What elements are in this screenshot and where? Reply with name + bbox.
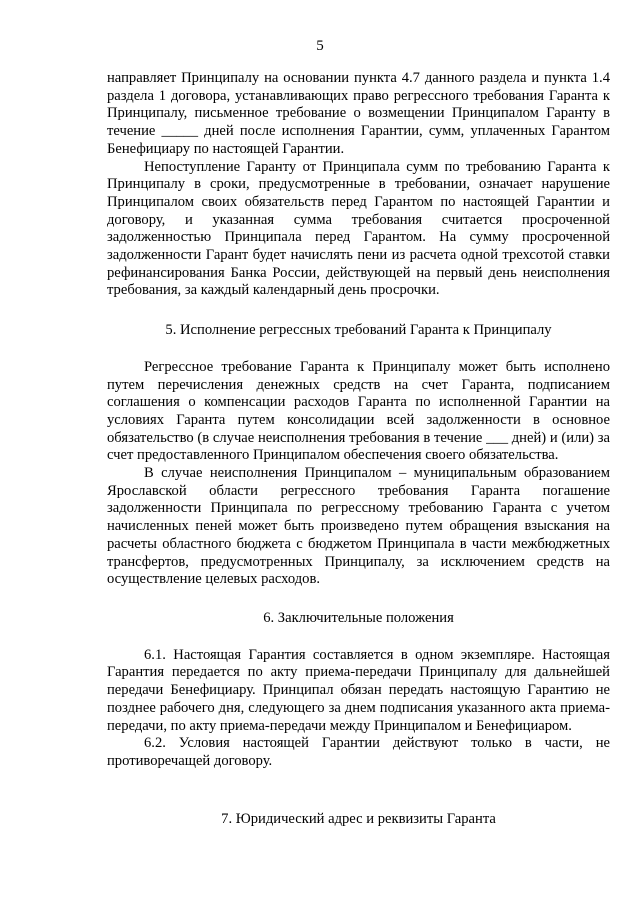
section-6-paragraph: 6.2. Условия настоящей Гарантии действуют только в части, не противоречащей договору. [107, 735, 610, 769]
section-5-heading: 5. Исполнение регрессных требований Гаранта к Принципалу [165, 322, 552, 339]
section-5-paragraph: Регрессное требование Гаранта к Принципалу может быть исполнено путем перечисления денежных средств на счет Гаранта, подписанием соглашения о компенсации расходов Гаранта по исполненной Гарантии на условиях Гаранта путем консолидации всей задолженности в основное обязательство (в случае неисполнения требования в течение ___ дней) и (или) за счет предоставленного Принципалом обеспечения своего обязательства. [107, 358, 610, 464]
paragraph-continuation: направляет Принципалу на основании пункта 4.7 данного раздела и пункта 1.4 раздела 1 договора, устанавливающих право регрессного требования Гаранта к Принципалу, письменное требование о возмещении Принципалом Гаранту в течение _____ дней после исполнения Гарантии, сумм, уплаченных Гарантом Бенефициару по настоящей Гарантии. [107, 70, 610, 157]
document-body [107, 70, 610, 828]
section-6-heading: 6. Заключительные положения [263, 609, 454, 626]
section-5-paragraph: В случае неисполнения Принципалом – муниципальным образованием Ярославской области регрессного требования Гаранта погашение задолженности Принципала по регрессному требованию Гаранта с учетом начисленных пеней может быть произведено путем обращения взыскания на расчеты областного бюджета с бюджетом Принципала в части межбюджетных трансфертов, предусмотренных Принципалу, за исключением средств на осуществление целевых расходов. [107, 465, 610, 588]
paragraph-nonpayment: Непоступление Гаранту от Принципала сумм по требованию Гаранта к Принципалу в сроки, предусмотренные в требовании, означает нарушение Принципалом своих обязательств перед Гарантом по настоящей Гарантии и договору, и указанная сумма требования считается просроченной задолженностью Принципала перед Гарантом. На сумму просроченной задолженности Гарант будет начислять пени из расчета одной трехсотой ставки рефинансирования Банка России, действующей на первый день неисполнения требования, за каждый календарный день просрочки. [107, 158, 610, 299]
section-7-heading: 7. Юридический адрес и реквизиты Гаранта [221, 810, 496, 827]
page-number: 5 [316, 38, 324, 54]
section-6-paragraph: 6.1. Настоящая Гарантия составляется в одном экземпляре. Настоящая Гарантия передается по акту приема-передачи Принципалу для дальнейшей передачи Бенефициару. Принципал обязан передать настоящую Гарантию не позднее рабочего дня, следующего за днем подписания указанного акта приема-передачи, по акту приема-передачи между Принципалом и Бенефициаром. [107, 646, 610, 734]
